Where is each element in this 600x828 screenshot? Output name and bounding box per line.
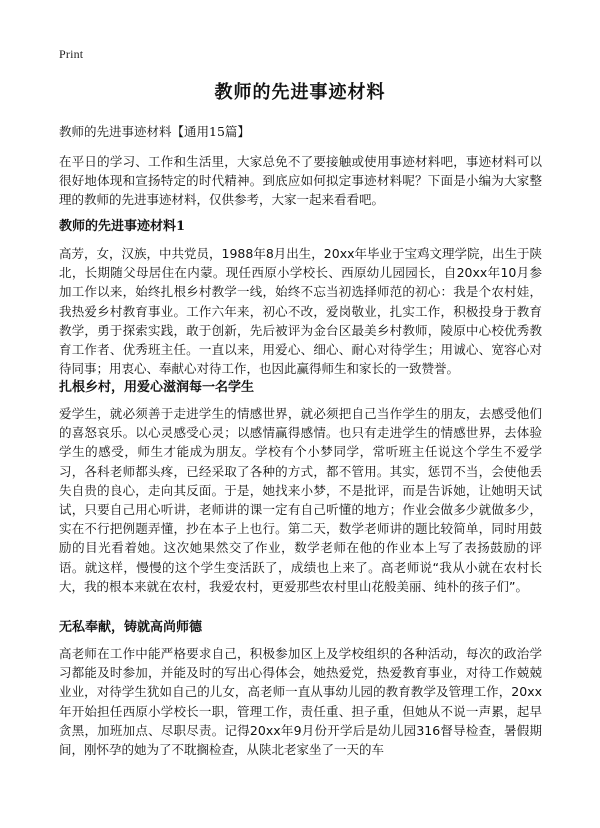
intro-paragraph: 在平日的学习、工作和生活里，大家总免不了要接触或使用事迹材料吧，事迹材料可以很好地体现和宣扬特定的时代精神。到底应如何拟定事迹材料呢？下面是小编为大家整理的教师的先进事迹材料，仅供参考，大家一起来看看吧。 — [59, 154, 542, 208]
section-heading-1: 教师的先进事迹材料1 — [59, 219, 186, 234]
document-title: 教师的先进事迹材料 — [214, 82, 386, 103]
section-heading-3: 无私奉献，铸就高尚师德 — [59, 620, 203, 635]
section-body-2: 爱学生，就必须善于走进学生的情感世界，就必须把自己当作学生的朋友，去感受他们的喜怒哀乐。以心灵感受心灵；以感情赢得感情。也只有走进学生的情感世界，去体验学生的感受，师生才能成为朋友。学校有个小梦同学，常听班主任说这个学生不爱学习，各科老师都头疼，已经采取了各种的方式，都不管用。其实，惩罚不当，会使他丢失自贵的良心，走向其反面。于是，她找来小梦，不是批评，而是告诉她，让她明天试试，只要自己用心听讲，老师讲的课一定有自己听懂的地方；作业会做多少就做多少，实在不行把例题弄懂，抄在本子上也行。第二天，数学老师讲的题比较简单，同时用鼓励的目光看着她。这次她果然交了作业，数学老师在他的作业本上写了表扬鼓励的评语。就这样，慢慢的这个学生变活跃了，成绩也上来了。高老师说“我从小就在农村长大，我的根本来就在农村，我爱农村，更爱那些农村里山花般美丽、纯朴的孩子们”。 — [59, 406, 542, 594]
print-link[interactable]: Print — [59, 47, 84, 61]
section-body-1: 高芳，女，汉族，中共党员，1988年8月出生，20xx年毕业于宝鸡文理学院，出生于陕北，长期随父母居住在内蒙。现任西原小学校长、西原幼儿园园长，自20xx年10月参加工作以来，始终扎根乡村教学一线，始终不忘当初选择师范的初心：我是个农村娃，我热爱乡村教育事业。工作六年来，初心不改，爱岗敬业，扎实工作，积极投身于教育教学，勇于探索实践，敢于创新，先后被评为金台区最美乡村教师，陵原中心校优秀教育工作者、优秀班主任。一直以来，用爱心、细心、耐心对待学生；用诚心、宽容心对待同事；用衷心、奉献心对待工作，也因此赢得师生和家长的一致赞誉。 — [59, 246, 542, 377]
section-heading-2: 扎根乡村，用爱心滋润每一名学生 — [59, 380, 255, 395]
section-body-3: 高老师在工作中能严格要求自己，积极参加区上及学校组织的各种活动，每次的政治学习都能及时参加，并能及时的写出心得体会，她热爱党，热爱教育事业，对待工作兢兢业业，对待学生犹如自己的儿女，高老师一直从事幼儿园的教育教学及管理工作，20xx年开始担任西原小学校长一职，管理工作，责任重、担子重，但她从不说一声累，起早贪黑，加班加点、尽职尽责。记得20xx年9月份开学后是幼儿园316督导检查，暑假期间，刚怀孕的她为了不耽搁检查，从陕北老家坐了一天的车 — [59, 646, 542, 758]
document-subtitle: 教师的先进事迹材料【通用15篇】 — [59, 124, 250, 139]
